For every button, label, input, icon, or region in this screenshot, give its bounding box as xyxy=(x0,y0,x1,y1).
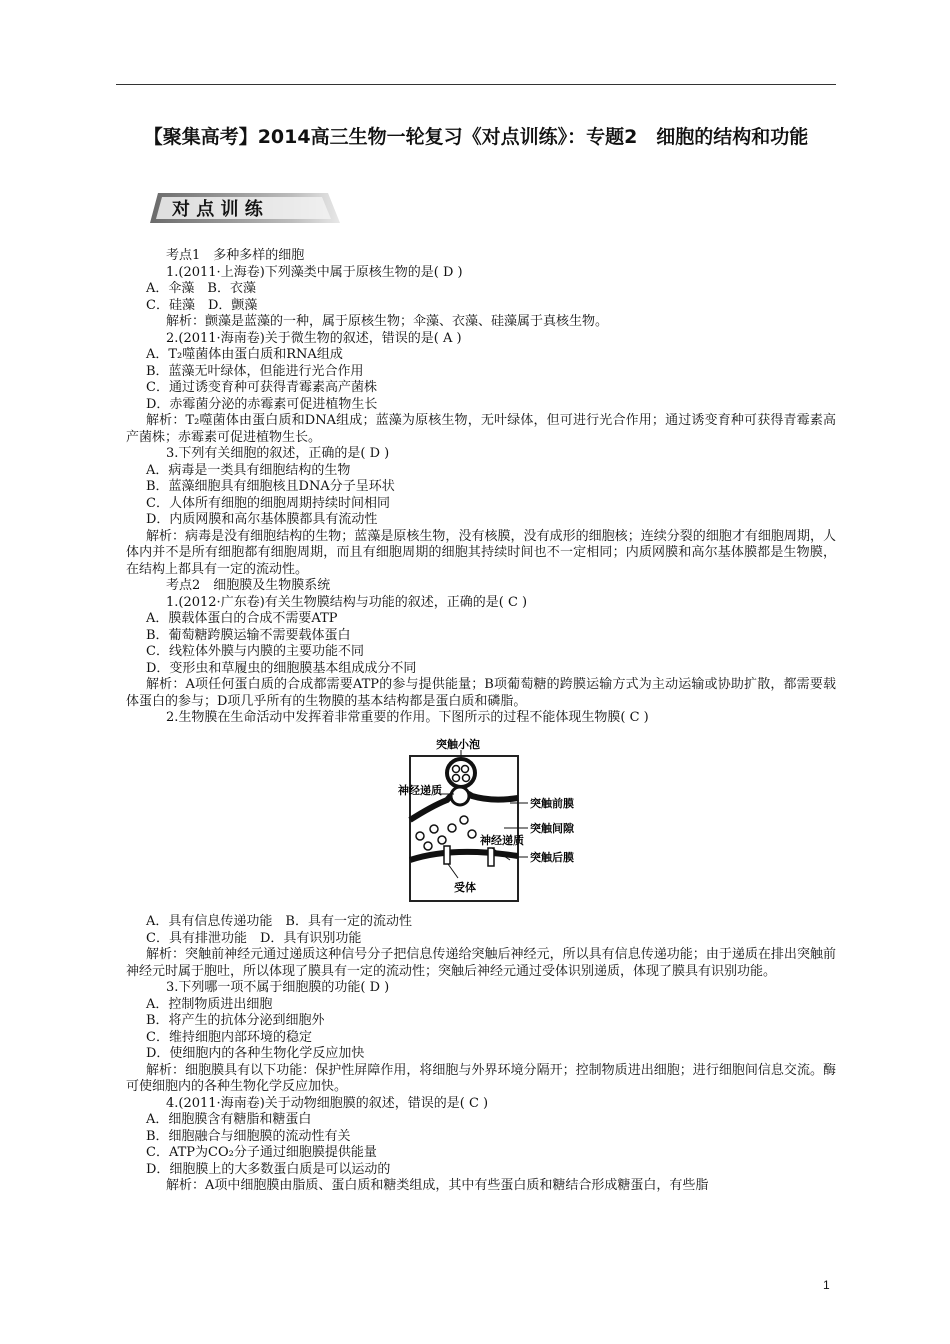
text-line: C．ATP为CO₂分子通过细胞膜提供能量 xyxy=(146,1145,377,1160)
label-vesicle: 突触小泡 xyxy=(436,738,480,751)
explanation-paragraph: 解析：突触前神经元通过递质这种信号分子把信息传递给突触后神经元，所以具有信息传递功能；由于递质在排出突触前神经元时属于胞吐，所以体现了膜具有一定的流动性；突触后神经元通过受体识别递质，体现了膜具有识别功能。 xyxy=(126,947,836,979)
text-line: B．蓝藻细胞具有细胞核且DNA分子呈环状 xyxy=(146,479,395,494)
text-line: 考点1 多种多样的细胞 xyxy=(166,248,305,263)
label-transmitter-top: 神经递质 xyxy=(398,784,442,797)
label-transmitter-mid: 神经递质 xyxy=(480,834,524,847)
text-line: D．变形虫和草履虫的细胞膜基本组成成分不同 xyxy=(146,660,417,676)
content-part2 xyxy=(126,914,836,1195)
text-line: 解析：颤藻是蓝藻的一种，属于原核生物；伞藻、衣藻、硅藻属于真核生物。 xyxy=(166,314,609,329)
text-line: D．内质网膜和高尔基体膜都具有流动性 xyxy=(146,512,378,527)
page-title: 【聚集高考】2014高三生物一轮复习《对点训练》：专题2 细胞的结构和功能 xyxy=(143,126,809,148)
explanation-paragraph: 解析：病毒是没有细胞结构的生物；蓝藻是原核生物，没有核膜，没有成形的细胞核；连续分裂的细胞才有细胞周期，人体内并不是所有细胞都有细胞周期，而且有细胞周期的细胞其持续时间也不一定相同；内质网膜和高尔基体膜都是生物膜，在结构上都具有一定的流动性。 xyxy=(126,528,836,577)
label-pre-membrane: 突触前膜 xyxy=(530,797,574,810)
explanation-paragraph: 解析：A项任何蛋白质的合成都需要ATP的参与提供能量；B项葡萄糖的跨膜运输方式为主动运输或协助扩散，都需要载体蛋白的参与；D项几乎所有的生物膜的基本结构都是蛋白质和磷脂。 xyxy=(126,677,836,709)
text-line: 3.下列有关细胞的叙述，正确的是( D ) xyxy=(166,446,390,461)
explanation-paragraph: 解析：细胞膜具有以下功能：保护性屏障作用，将细胞与外界环境分隔开；控制物质进出细胞；进行细胞间信息交流。酶可使细胞内的各种生物化学反应加快。 xyxy=(126,1062,836,1094)
text-line: C．人体所有细胞的细胞周期持续时间相同 xyxy=(146,495,390,511)
text-line: A．细胞膜含有糖脂和糖蛋白 xyxy=(146,1112,312,1127)
synapse-diagram xyxy=(392,736,612,904)
text-line: C．通过诱变育种可获得青霉素高产菌株 xyxy=(146,380,377,395)
text-line: 2.(2011·海南卷)关于微生物的叙述，错误的是( A ) xyxy=(166,330,462,346)
text-line: C．硅藻 D．颤藻 xyxy=(146,297,258,313)
text-line: A．T₂噬菌体由蛋白质和RNA组成 xyxy=(146,347,343,362)
explanation-paragraph: 解析：T₂噬菌体由蛋白质和DNA组成；蓝藻为原核生物，无叶绿体，但可进行光合作用；通过诱变育种可获得青霉素高产菌株；赤霉素可促进植物生长。 xyxy=(126,413,836,445)
page-number: 1 xyxy=(823,1278,830,1292)
text-line: D．使细胞内的各种生物化学反应加快 xyxy=(146,1046,365,1061)
banner-text: 对 点 训 练 xyxy=(172,199,263,220)
text-line: 1.(2011·上海卷)下列藻类中属于原核生物的是( D ) xyxy=(166,264,463,280)
text-line: 2.生物膜在生命活动中发挥着非常重要的作用。下图所示的过程不能体现生物膜( C ) xyxy=(166,710,649,725)
text-line: 1.(2012·广东卷)有关生物膜结构与功能的叙述，正确的是( C ) xyxy=(166,594,528,610)
label-cleft: 突触间隙 xyxy=(530,822,574,835)
text-line: A．膜载体蛋白的合成不需要ATP xyxy=(146,611,338,626)
text-line: A．控制物质进出细胞 xyxy=(146,996,273,1012)
content-part1 xyxy=(126,248,836,727)
text-line: B．葡萄糖跨膜运输不需要载体蛋白 xyxy=(146,627,351,643)
text-line: D．赤霉菌分泌的赤霉素可促进植物生长 xyxy=(146,396,378,412)
text-line: 4.(2011·海南卷)关于动物细胞膜的叙述，错误的是( C ) xyxy=(166,1095,489,1111)
label-receptor: 受体 xyxy=(454,881,476,894)
text-line: C．线粒体外膜与内膜的主要功能不同 xyxy=(146,644,364,659)
text-line: B．细胞融合与细胞膜的流动性有关 xyxy=(146,1128,351,1144)
label-post-membrane: 突触后膜 xyxy=(530,851,574,864)
header-rule xyxy=(116,84,836,85)
text-line: A．具有信息传递功能 B．具有一定的流动性 xyxy=(146,914,412,929)
text-line: C．具有排泄功能 D．具有识别功能 xyxy=(146,930,362,946)
text-line: B．将产生的抗体分泌到细胞外 xyxy=(146,1013,325,1028)
text-line: 解析：A项中细胞膜由脂质、蛋白质和糖类组成，其中有些蛋白质和糖结合形成糖蛋白，有些脂 xyxy=(166,1178,709,1193)
section-banner xyxy=(150,189,342,225)
text-line: D．细胞膜上的大多数蛋白质是可以运动的 xyxy=(146,1161,391,1177)
text-line: A．病毒是一类具有细胞结构的生物 xyxy=(146,462,351,478)
text-line: 考点2 细胞膜及生物膜系统 xyxy=(166,578,331,593)
text-line: 3.下列哪一项不属于细胞膜的功能( D ) xyxy=(166,980,390,995)
text-line: A．伞藻 B．衣藻 xyxy=(146,281,256,296)
text-line: B．蓝藻无叶绿体，但能进行光合作用 xyxy=(146,363,364,379)
text-line: C．维持细胞内部环境的稳定 xyxy=(146,1029,312,1045)
